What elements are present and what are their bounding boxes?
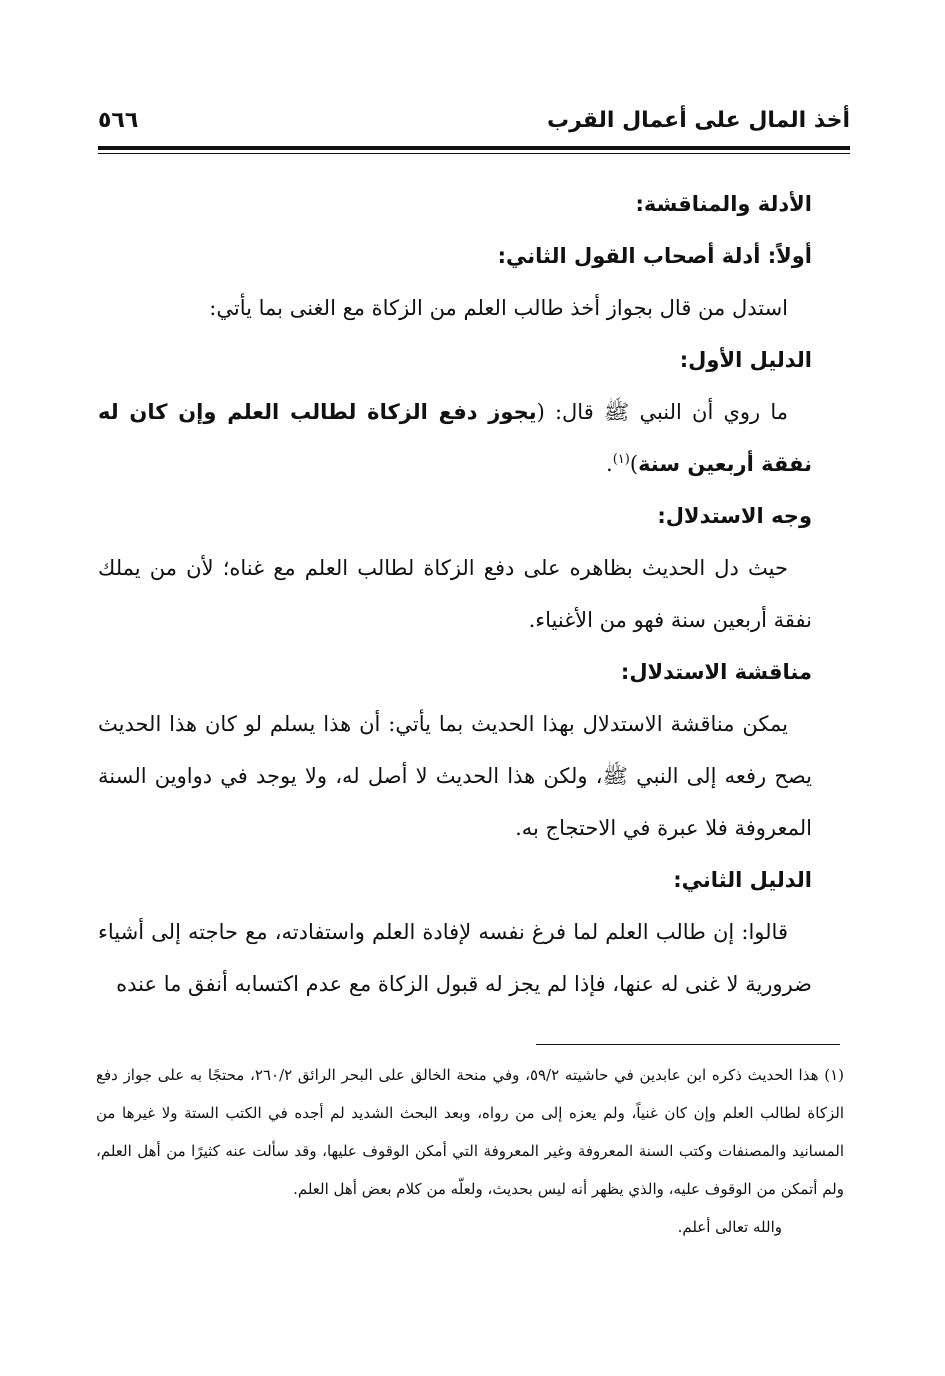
header-title: أخذ المال على أعمال القرب bbox=[546, 108, 850, 133]
paragraph-inference: حيث دل الحديث بظاهره على دفع الزكاة لطالب العلم مع غناه؛ لأن من يملك نفقة أربعين سنة فهو من الأغنياء. bbox=[98, 556, 812, 632]
main-text bbox=[98, 178, 812, 1010]
running-header bbox=[98, 104, 850, 144]
header-rule-thin bbox=[98, 153, 850, 154]
footnote-closing: والله تعالى أعلم. bbox=[677, 1218, 782, 1236]
paragraph-hadith bbox=[98, 386, 812, 490]
heading-first-group: أولاً: أدلة أصحاب القول الثاني: bbox=[497, 244, 812, 268]
footnote-1: (١) هذا الحديث ذكره ابن عابدين في حاشيته ٥٩/٢، وفي منحة الخالق على البحر الرائق ٢٦٠/٢، محتجًا به على جواز دفع الزكاة لطالب العلم وإن كان غنياً، ولم يعزه إلى من رواه، وبعد البحث الشديد لم أجده في الكتب الستة ولا غيرها من المسانيد والمصنفات وكتب السنة المعروفة وغير المعروفة التي أمكن الوقوف عليها، وقد سألت عنه كثيرًا من أهل العلم، ولم أتمكن من الوقوف عليه، والذي يظهر أنه ليس بحديث، ولعلّه من كلام بعض أهل العلم. bbox=[96, 1066, 845, 1198]
heading-first-proof: الدليل الأول: bbox=[679, 348, 812, 372]
paragraph-discussion: يمكن مناقشة الاستدلال بهذا الحديث بما يأتي: أن هذا يسلم لو كان هذا الحديث يصح رفعه إلى النبي ﷺ، ولكن هذا الحديث لا أصل له، ولا يوجد في دواوين السنة المعروفة فلا عبرة في الاحتجاج به. bbox=[98, 712, 812, 840]
header-rule bbox=[98, 146, 850, 150]
paragraph-intro: استدل من قال بجواز أخذ طالب العلم من الزكاة مع الغنى بما يأتي: bbox=[209, 296, 788, 320]
hadith-quote: يجوز دفع الزكاة لطالب العلم وإن كان له نفقة أربعين سنة bbox=[98, 400, 812, 476]
footnotes bbox=[96, 1056, 844, 1246]
heading-discussion: مناقشة الاستدلال: bbox=[620, 660, 812, 684]
heading-second-proof: الدليل الثاني: bbox=[673, 868, 812, 892]
hadith-close: ) bbox=[629, 452, 639, 476]
paragraph-second-proof: قالوا: إن طالب العلم لما فرغ نفسه لإفادة العلم واستفادته، مع حاجته إلى أشياء ضرورية لا غنى له عنها، فإذا لم يجز له قبول الزكاة مع عدم اكتسابه أنفق ما عنده bbox=[98, 920, 812, 996]
page-number: ٥٦٦ bbox=[98, 108, 139, 133]
footnote-separator bbox=[536, 1044, 840, 1045]
hadith-lead: ما روي أن النبي ﷺ قال: ( bbox=[536, 400, 788, 424]
footnote-ref-1[interactable]: (١) bbox=[612, 452, 630, 467]
heading-inference: وجه الاستدلال: bbox=[657, 504, 812, 528]
hadith-end: . bbox=[606, 452, 613, 476]
heading-evidence: الأدلة والمناقشة: bbox=[635, 192, 812, 216]
